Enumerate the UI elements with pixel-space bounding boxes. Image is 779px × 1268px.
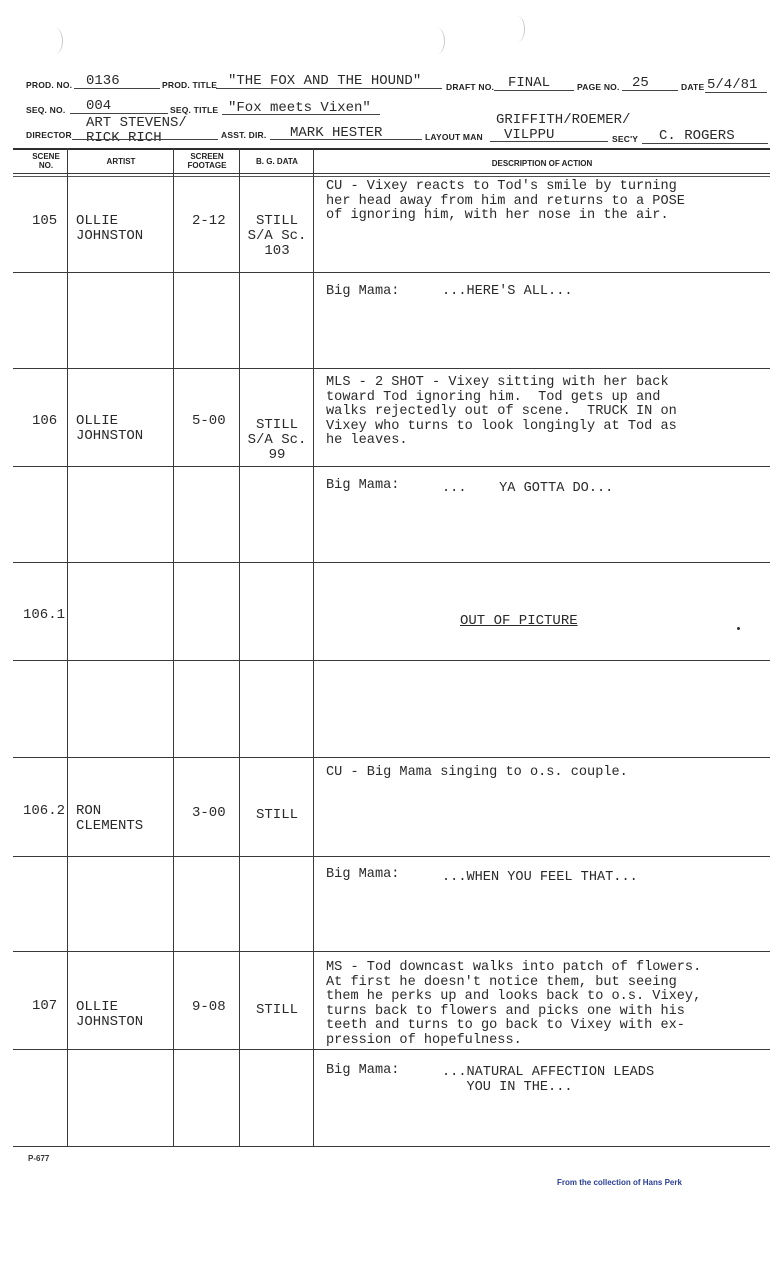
dialogue-speaker: Big Mama:: [326, 284, 400, 299]
dialogue-line: ... YA GOTTA DO...: [442, 481, 614, 496]
seq-title-label: SEQ. TITLE: [170, 105, 219, 115]
dialogue-line: ...NATURAL AFFECTION LEADS YOU IN THE...: [442, 1065, 655, 1095]
dialogue-line: ...WHEN YOU FEEL THAT...: [442, 870, 638, 885]
page-no-label: PAGE NO.: [577, 82, 620, 92]
scene-number: 106: [32, 413, 58, 429]
asst-dir-value: MARK HESTER: [290, 125, 383, 141]
collection-credit: From the collection of Hans Perk: [557, 1178, 682, 1187]
punch-hole-right: [510, 16, 525, 42]
artist-name: OLLIE JOHNSTON: [76, 413, 144, 444]
form-code: P-677: [28, 1154, 50, 1163]
prod-no-label: PROD. NO.: [26, 80, 73, 90]
bg-data: STILL: [255, 807, 298, 823]
col-header-scene-no: SCENE NO.: [32, 152, 60, 170]
col-header-screen-footage: SCREEN FOOTAGE: [187, 152, 227, 170]
col-header-description: DESCRIPTION OF ACTION: [491, 159, 593, 168]
bg-data: STILL S/A Sc. 99: [247, 417, 307, 463]
description-of-action: OUT OF PICTURE: [460, 613, 578, 629]
punch-hole-left: [48, 28, 63, 54]
prod-title-label: PROD. TITLE: [162, 80, 218, 90]
description-of-action: CU - Big Mama singing to o.s. couple.: [326, 765, 628, 780]
scene-number: 105: [32, 213, 58, 229]
director-value-line1: ART STEVENS/: [86, 115, 187, 131]
secy-label: SEC'Y: [612, 134, 639, 144]
bg-data: STILL: [255, 1002, 298, 1018]
date-label: DATE: [681, 82, 705, 92]
screen-footage: 9-08: [192, 999, 226, 1015]
asst-dir-label: ASST. DIR.: [221, 130, 267, 140]
screen-footage: 5-00: [192, 413, 226, 429]
draft-no-label: DRAFT NO.: [446, 82, 495, 92]
scene-number: 106.1: [23, 607, 66, 623]
scene-number: 107: [32, 998, 58, 1014]
dialogue-speaker: Big Mama:: [326, 1063, 400, 1078]
prod-title-value: "THE FOX AND THE HOUND": [228, 73, 422, 89]
seq-title-value: "Fox meets Vixen": [228, 100, 371, 116]
layout-man-value-line2: VILPPU: [504, 127, 555, 143]
dialogue-speaker: Big Mama:: [326, 867, 400, 882]
col-header-artist: ARTIST: [106, 157, 136, 166]
artist-name: RON CLEMENTS: [76, 803, 144, 834]
bg-data: STILL S/A Sc. 103: [247, 213, 307, 259]
col-header-bg-data: B. G. DATA: [256, 157, 298, 166]
scene-number: 106.2: [23, 803, 66, 819]
screen-footage: 3-00: [192, 805, 226, 821]
description-of-action: CU - Vixey reacts to Tod's smile by turning her head away from him and returns to a POSE of ignoring him, with her nose in the air.: [326, 179, 685, 224]
description-of-action: MS - Tod downcast walks into patch of flowers. At first he doesn't notice them, but seeing them he perks up and looks back to o.s. Vixey, turns back to flowers and picks one with his teeth and turns to go back to Vixey with ex- pression of hopefulness.: [326, 960, 702, 1048]
draft-no-value: FINAL: [508, 75, 551, 91]
artist-name: OLLIE JOHNSTON: [76, 999, 144, 1030]
seq-no-label: SEQ. NO.: [26, 105, 66, 115]
secy-value: C. ROGERS: [659, 128, 735, 144]
description-of-action: MLS - 2 SHOT - Vixey sitting with her back toward Tod ignoring him. Tod gets up and walks rejectedly out of scene. TRUCK IN on Vixey who turns to look longingly at Tod as he leaves.: [326, 375, 677, 449]
dialogue-speaker: Big Mama:: [326, 478, 400, 493]
director-label: DIRECTOR: [26, 130, 72, 140]
date-value: 5/4/81: [707, 77, 758, 93]
layout-man-value-line1: GRIFFITH/ROEMER/: [496, 112, 631, 128]
dialogue-line: ...HERE'S ALL...: [442, 284, 573, 299]
seq-no-value: 004: [86, 98, 112, 114]
artist-name: OLLIE JOHNSTON: [76, 213, 144, 244]
layout-man-label: LAYOUT MAN: [425, 132, 483, 142]
director-value-line2: RICK RICH: [86, 130, 162, 146]
page-no-value: 25: [632, 75, 649, 91]
screen-footage: 2-12: [192, 213, 226, 229]
punch-hole-middle: [430, 28, 445, 54]
prod-no-value: 0136: [86, 73, 120, 89]
